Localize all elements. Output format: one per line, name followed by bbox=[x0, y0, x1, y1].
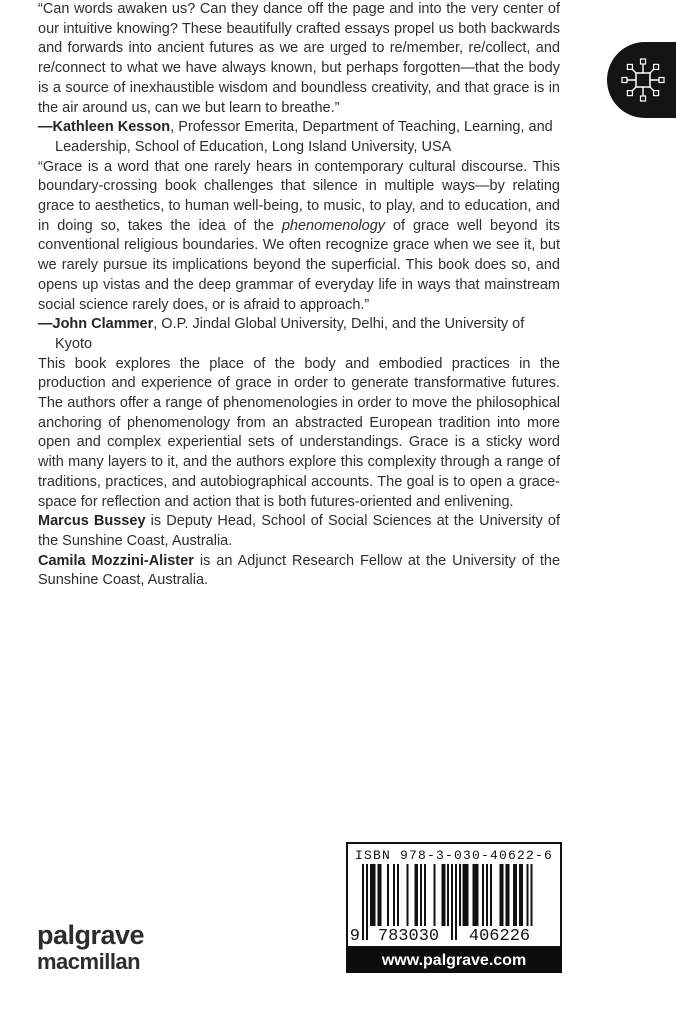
quote-2-part-1: “Grace is a word that one rarely hears in contemporary cultural discourse. This boundary-crossing book challenges that silence in multiple ways—by relating grace to aesthetics, to human well-being, to music, to play, and to education, and in doing so, takes the idea of the bbox=[38, 158, 560, 234]
barcode-digits-left: 783030 bbox=[368, 927, 449, 946]
endorsement-quote-1: “Can words awaken us? Can they dance off the page and into the very center of our intuitive knowing? These beautifully crafted essays propel us both backwards and forwards into ancient futures as we are urged to re/member, re/collect, and re/connect to what we have always known, but perhaps forgotten—that the body is a source of inexhaustible wisdom and boundless creativity, and that grace is in the air around us, can we but learn to breathe.” bbox=[38, 1, 560, 116]
endorsement-attribution-2 bbox=[38, 315, 560, 354]
book-description: This book explores the place of the body and embodied practices in the production and experience of grace in order to generate transformative futures. The authors offer a range of phenomenologies in order to move the philosophical anchoring of phenomenology from an abstracted European tradition into more open and complex experiential sets of understandings. Grace is a sticky word with many layers to it, and the authors explore this complexity through a range of traditions, practices, and autobiographical accounts. The goal is to open a grace-space for reflection and action that is both futures-oriented and enlivening. bbox=[38, 355, 560, 510]
endorser-name-2: —John Clammer bbox=[38, 316, 154, 333]
back-cover-text bbox=[38, 0, 560, 591]
author-name-1: Marcus Bussey bbox=[38, 513, 146, 530]
endorser-title-1: , Professor Emerita, Department of Teaching, Learning, and Leadership, School of Education, Long Island University, USA bbox=[55, 119, 553, 155]
endorser-title-2: , O.P. Jindal Global University, Delhi, and the University of Kyoto bbox=[55, 316, 525, 352]
endorser-name-1: —Kathleen Kesson bbox=[38, 119, 171, 136]
publisher-website: www.palgrave.com bbox=[346, 948, 562, 973]
author-bio-text-1: is Deputy Head, School of Social Sciences at the University of the Sunshine Coast, Australia. bbox=[38, 513, 561, 549]
star-node-icon bbox=[620, 57, 666, 103]
isbn-barcode-box bbox=[346, 842, 562, 948]
quote-2-italic: phenomenology bbox=[281, 217, 386, 234]
logo-palgrave: palgrave bbox=[37, 920, 145, 950]
logo-macmillan: macmillan bbox=[37, 949, 141, 974]
author-bio-text-2: is an Adjunct Research Fellow at the University of the Sunshine Coast, Australia. bbox=[38, 552, 561, 589]
endorsement-quote-2 bbox=[38, 158, 560, 316]
author-bio-camila-mozzini-alister bbox=[38, 552, 560, 591]
palgrave-macmillan-logo bbox=[37, 921, 144, 973]
quote-2-part-2: of grace well beyond its conventional religious boundaries. We often recognize grace when we see it, but we rarely pursue its implications beyond the superficial. This book does so, and opens up vistas and the deep grammar of everyday life in ways that mainstream social science rarely does, or is afraid to approach.” bbox=[38, 217, 560, 313]
endorsement-attribution-1 bbox=[38, 118, 560, 157]
palgrave-corner-emblem bbox=[607, 42, 676, 118]
author-bio-marcus-bussey bbox=[38, 512, 560, 551]
barcode-digit-lead: 9 bbox=[349, 927, 360, 946]
author-name-2: Camila Mozzini-Alister bbox=[38, 552, 194, 569]
barcode-digits-right: 406226 bbox=[459, 927, 540, 946]
isbn-number: ISBN 978-3-030-40622-6 bbox=[354, 848, 554, 863]
